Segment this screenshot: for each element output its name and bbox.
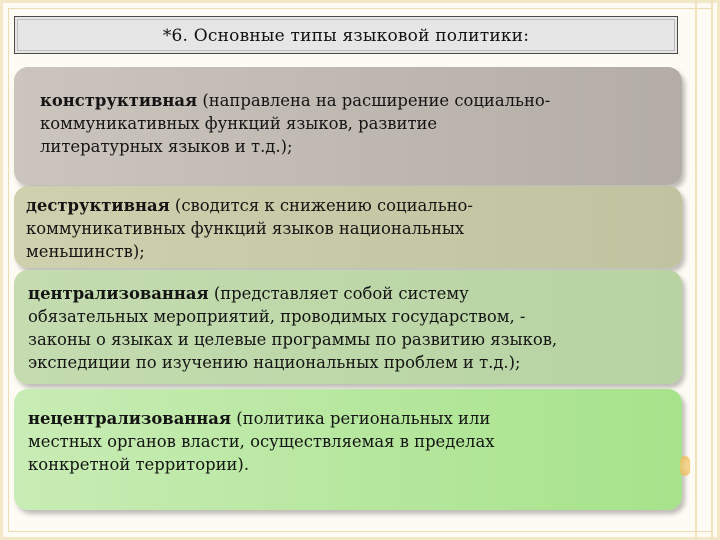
description-line: законы о языках и целевые программы по развитию языков,: [28, 330, 558, 349]
decorative-dot: [680, 456, 690, 476]
description-line: конкретной территории).: [28, 455, 250, 474]
term-label: деструктивная: [26, 196, 170, 215]
description-line: (направлена на расширение социально-: [197, 91, 551, 110]
description-line: местных органов власти, осуществляемая в пределах: [28, 432, 495, 451]
policy-type-destructive: [14, 186, 682, 268]
term-label: конструктивная: [40, 91, 198, 110]
description-line: коммуникативных функций языков, развитие: [40, 114, 438, 133]
title-banner: [14, 16, 678, 54]
description-line: (политика региональных или: [231, 409, 491, 428]
slide-title: *6. Основные типы языковой политики:: [162, 26, 530, 46]
description-line: (представляет собой систему: [208, 284, 469, 303]
description-line: коммуникативных функций языков национальных: [26, 219, 465, 238]
description-line: меньшинств);: [26, 242, 145, 261]
policy-type-constructive: [14, 67, 682, 185]
description-line: экспедиции по изучению национальных проблем и т.д.);: [28, 353, 521, 372]
term-label: централизованная: [28, 284, 209, 303]
side-decoration: [695, 0, 713, 540]
policy-type-centralized: [14, 270, 682, 384]
description-line: обязательных мероприятий, проводимых государством, -: [28, 307, 526, 326]
description-line: литературных языков и т.д.);: [40, 137, 293, 156]
description-line: (сводится к снижению социально-: [169, 196, 473, 215]
policy-type-decentralized: [14, 389, 682, 510]
term-label: нецентрализованная: [28, 409, 232, 428]
